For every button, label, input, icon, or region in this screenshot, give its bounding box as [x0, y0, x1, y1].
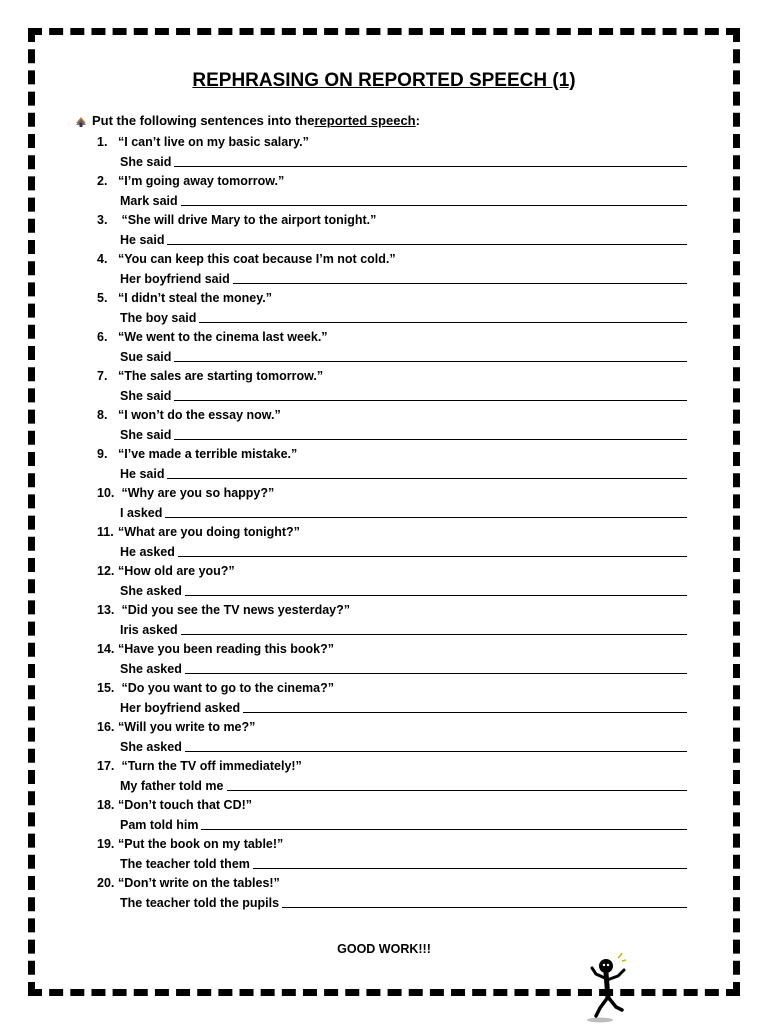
- instruction: [74, 113, 420, 128]
- item-prompt: The boy said: [120, 311, 197, 325]
- item-quote: “Did you see the TV news yesterday?”: [118, 603, 351, 617]
- item-quote: “I’ve made a terrible mistake.”: [118, 447, 298, 461]
- item-number: 5.: [97, 291, 108, 305]
- item-prompt: Sue said: [120, 350, 172, 364]
- answer-blank[interactable]: [253, 854, 687, 869]
- item-quote: “Have you been reading this book?”: [118, 642, 335, 656]
- page-title: REPHRASING ON REPORTED SPEECH (1): [192, 70, 576, 91]
- instruction-prefix: Put the following sentences into the: [92, 113, 315, 128]
- exercise-list: [97, 133, 697, 913]
- exercise-question: [97, 445, 697, 464]
- answer-blank[interactable]: [181, 191, 687, 206]
- item-quote: “Turn the TV off immediately!”: [118, 759, 302, 773]
- exercise-item: [97, 133, 697, 172]
- exercise-answer: [97, 620, 697, 640]
- exercise-question: [97, 172, 697, 191]
- instruction-suffix: :: [415, 113, 420, 128]
- exercise-question: [97, 835, 697, 854]
- item-prompt: The teacher told the pupils: [120, 896, 280, 910]
- exercise-answer: [97, 893, 697, 913]
- item-prompt: She asked: [120, 584, 182, 598]
- exercise-answer: [97, 269, 697, 289]
- item-prompt: She said: [120, 155, 172, 169]
- answer-blank[interactable]: [174, 425, 687, 440]
- exercise-answer: [97, 152, 697, 172]
- item-number: 12.: [97, 564, 115, 578]
- item-prompt: She asked: [120, 740, 182, 754]
- item-number: 6.: [97, 330, 108, 344]
- answer-blank[interactable]: [199, 308, 687, 323]
- item-prompt: The teacher told them: [120, 857, 250, 871]
- item-number: 19.: [97, 837, 115, 851]
- answer-blank[interactable]: [167, 464, 687, 479]
- exercise-answer: [97, 698, 697, 718]
- instruction-underlined: reported speech: [314, 113, 416, 128]
- exercise-question: [97, 328, 697, 347]
- item-prompt: My father told me: [120, 779, 224, 793]
- exercise-question: [97, 406, 697, 425]
- exercise-question: [97, 601, 697, 620]
- item-quote: “You can keep this coat because I’m not cold.”: [118, 252, 396, 266]
- item-quote: “Put the book on my table!”: [118, 837, 284, 851]
- answer-blank[interactable]: [178, 542, 687, 557]
- answer-blank[interactable]: [282, 893, 687, 908]
- item-number: 9.: [97, 447, 108, 461]
- exercise-item: [97, 211, 697, 250]
- exercise-item: [97, 328, 697, 367]
- item-quote: “Why are you so happy?”: [118, 486, 275, 500]
- answer-blank[interactable]: [174, 152, 687, 167]
- item-number: 7.: [97, 369, 108, 383]
- exercise-item: [97, 289, 697, 328]
- item-prompt: Iris asked: [120, 623, 178, 637]
- item-prompt: Her boyfriend asked: [120, 701, 241, 715]
- item-number: 14.: [97, 642, 115, 656]
- item-prompt: Pam told him: [120, 818, 199, 832]
- item-quote: “Will you write to me?”: [118, 720, 256, 734]
- exercise-item: [97, 679, 697, 718]
- exercise-item: [97, 523, 697, 562]
- footer-message: GOOD WORK!!!: [337, 942, 431, 956]
- exercise-item: [97, 484, 697, 523]
- item-number: 4.: [97, 252, 108, 266]
- exercise-question: [97, 523, 697, 542]
- exercise-item: [97, 757, 697, 796]
- item-prompt: She asked: [120, 662, 182, 676]
- item-number: 11.: [97, 525, 114, 539]
- item-quote: “She will drive Mary to the airport tonight.”: [118, 213, 377, 227]
- exercise-question: [97, 289, 697, 308]
- exercise-answer: [97, 581, 697, 601]
- answer-blank[interactable]: [227, 776, 688, 791]
- exercise-question: [97, 757, 697, 776]
- item-number: 18.: [97, 798, 115, 812]
- exercise-item: [97, 601, 697, 640]
- answer-blank[interactable]: [233, 269, 687, 284]
- exercise-question: [97, 211, 697, 230]
- exercise-answer: [97, 776, 697, 796]
- exercise-answer: [97, 464, 697, 484]
- item-quote: “The sales are starting tomorrow.”: [118, 369, 324, 383]
- exercise-question: [97, 562, 697, 581]
- item-prompt: I asked: [120, 506, 163, 520]
- exercise-item: [97, 640, 697, 679]
- running-figure-icon: [584, 952, 644, 1024]
- answer-blank[interactable]: [174, 386, 687, 401]
- exercise-item: [97, 796, 697, 835]
- exercise-question: [97, 679, 697, 698]
- answer-blank[interactable]: [185, 581, 687, 596]
- answer-blank[interactable]: [201, 815, 687, 830]
- exercise-answer: [97, 308, 697, 328]
- item-number: 3.: [97, 213, 108, 227]
- item-quote: “How old are you?”: [118, 564, 235, 578]
- exercise-question: [97, 250, 697, 269]
- item-prompt: He asked: [120, 545, 175, 559]
- exercise-answer: [97, 425, 697, 445]
- answer-blank[interactable]: [185, 737, 687, 752]
- item-number: 8.: [97, 408, 108, 422]
- exercise-answer: [97, 230, 697, 250]
- item-quote: “We went to the cinema last week.”: [118, 330, 328, 344]
- item-prompt: She said: [120, 428, 172, 442]
- exercise-answer: [97, 347, 697, 367]
- item-quote: “I won’t do the essay now.”: [118, 408, 281, 422]
- item-quote: “I’m going away tomorrow.”: [118, 174, 285, 188]
- exercise-question: [97, 484, 697, 503]
- arrow-bullet-icon: [74, 114, 88, 128]
- item-number: 13.: [97, 603, 115, 617]
- item-quote: “Don’t touch that CD!”: [118, 798, 253, 812]
- exercise-answer: [97, 503, 697, 523]
- exercise-answer: [97, 854, 697, 874]
- item-number: 17.: [97, 759, 115, 773]
- exercise-item: [97, 250, 697, 289]
- exercise-item: [97, 445, 697, 484]
- item-quote: “Don’t write on the tables!”: [118, 876, 280, 890]
- exercise-answer: [97, 191, 697, 211]
- exercise-question: [97, 367, 697, 386]
- exercise-question: [97, 718, 697, 737]
- exercise-question: [97, 796, 697, 815]
- item-prompt: Her boyfriend said: [120, 272, 230, 286]
- exercise-item: [97, 367, 697, 406]
- exercise-answer: [97, 815, 697, 835]
- exercise-answer: [97, 542, 697, 562]
- item-number: 2.: [97, 174, 108, 188]
- exercise-question: [97, 640, 697, 659]
- exercise-answer: [97, 737, 697, 757]
- item-quote: “I can’t live on my basic salary.”: [118, 135, 309, 149]
- answer-blank[interactable]: [167, 230, 687, 245]
- item-quote: “Do you want to go to the cinema?”: [118, 681, 334, 695]
- item-quote: “What are you doing tonight?”: [118, 525, 300, 539]
- exercise-answer: [97, 386, 697, 406]
- item-number: 16.: [97, 720, 115, 734]
- answer-blank[interactable]: [185, 659, 687, 674]
- item-number: 15.: [97, 681, 115, 695]
- item-quote: “I didn’t steal the money.”: [118, 291, 272, 305]
- item-prompt: He said: [120, 467, 165, 481]
- item-number: 10.: [97, 486, 115, 500]
- answer-blank[interactable]: [165, 503, 687, 518]
- exercise-item: [97, 718, 697, 757]
- exercise-item: [97, 562, 697, 601]
- exercise-answer: [97, 659, 697, 679]
- item-prompt: Mark said: [120, 194, 178, 208]
- exercise-item: [97, 172, 697, 211]
- answer-blank[interactable]: [174, 347, 687, 362]
- item-prompt: She said: [120, 389, 172, 403]
- exercise-question: [97, 874, 697, 893]
- answer-blank[interactable]: [243, 698, 687, 713]
- exercise-question: [97, 133, 697, 152]
- item-number: 20.: [97, 876, 115, 890]
- answer-blank[interactable]: [181, 620, 687, 635]
- exercise-item: [97, 874, 697, 913]
- exercise-item: [97, 406, 697, 445]
- item-prompt: He said: [120, 233, 165, 247]
- item-number: 1.: [97, 135, 108, 149]
- exercise-item: [97, 835, 697, 874]
